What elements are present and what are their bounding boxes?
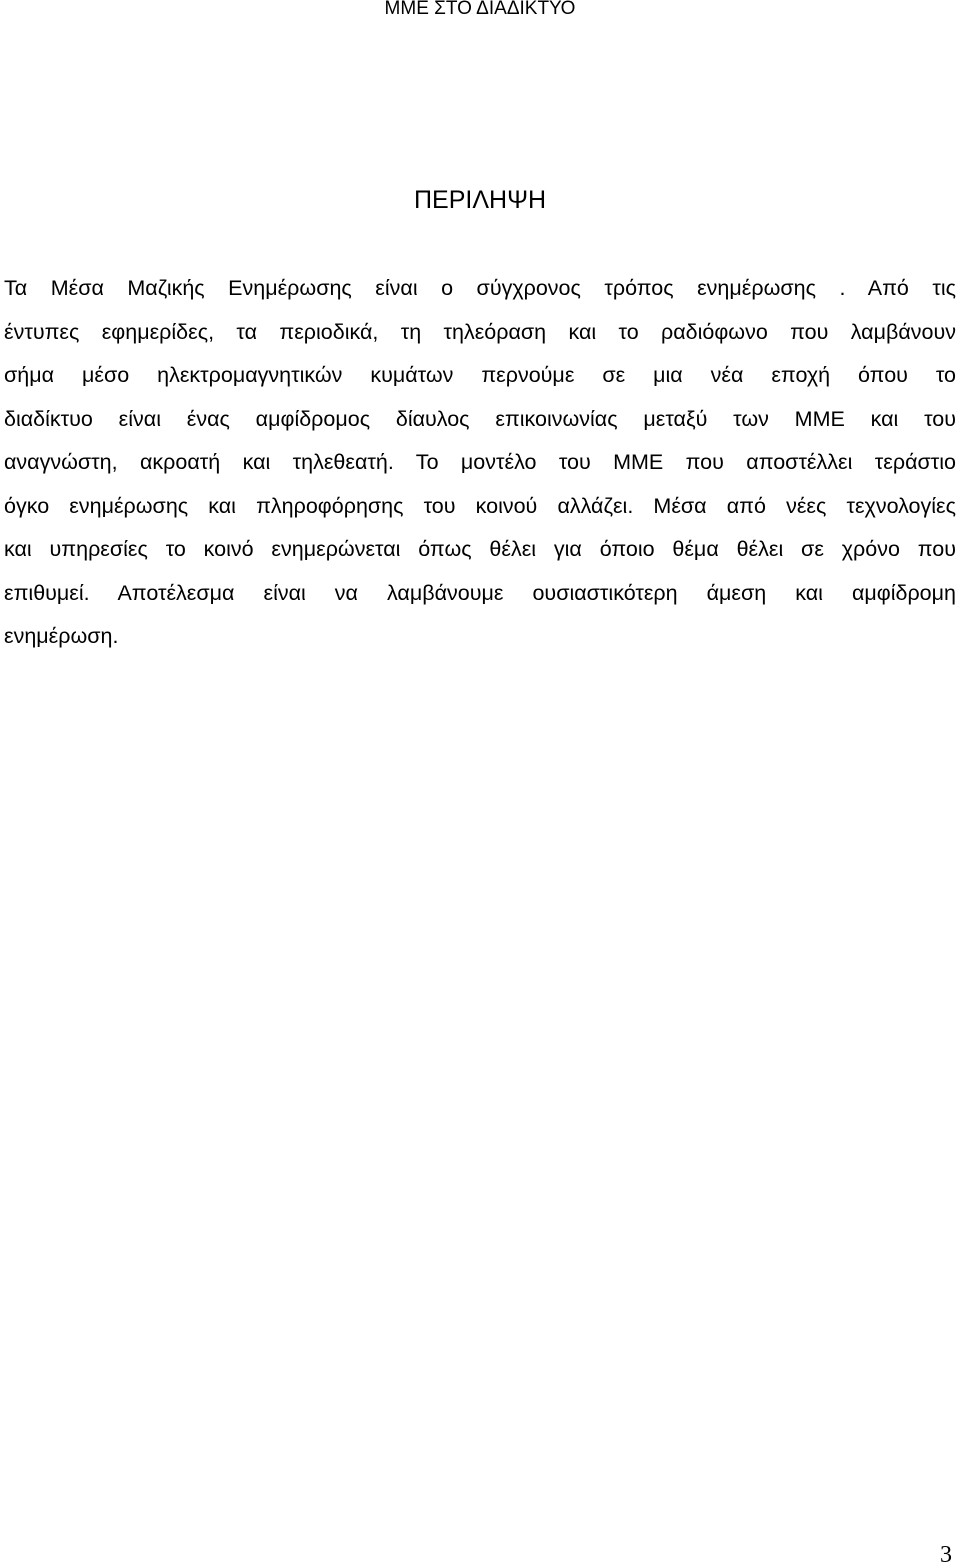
paragraph-line: διαδίκτυο είναι ένας αμφίδρομος δίαυλος επικοινωνίας μεταξύ των ΜΜΕ και του — [4, 406, 956, 431]
page-title: ΠΕΡΙΛΗΨΗ — [413, 186, 547, 214]
paragraph-line: επιθυμεί. Αποτέλεσμα είναι να λαμβάνουμε ουσιαστικότερη άμεση και αμφίδρομη — [4, 580, 956, 605]
page-number: 3 — [940, 1542, 952, 1568]
paragraph-line: και υπηρεσίες το κοινό ενημερώνεται όπως θέλει για όποιο θέμα θέλει σε χρόνο που — [4, 537, 956, 561]
paragraph-line: έντυπες εφημερίδες, τα περιοδικά, τη τηλεόραση και το ραδιόφωνο που λαμβάνουν — [4, 319, 956, 344]
paragraph-line: Τα Μέσα Μαζικής Ενημέρωσης είναι ο σύγχρονος τρόπος ενημέρωσης . Από τις — [4, 276, 956, 300]
abstract-paragraph — [4, 267, 956, 659]
paragraph-line: αναγνώστη, ακροατή και τηλεθεατή. Το μοντέλο του ΜΜΕ που αποστέλλει τεράστιο — [4, 450, 956, 474]
running-header: ΜΜΕ ΣΤΟ ΔΙΑΔΙΚΤΥΟ — [384, 0, 576, 19]
paragraph-line: ενημέρωση. — [4, 624, 119, 648]
paragraph-line: όγκο ενημέρωσης και πληροφόρησης του κοινού αλλάζει. Μέσα από νέες τεχνολογίες — [4, 493, 956, 518]
paragraph-line: σήμα μέσο ηλεκτρομαγνητικών κυμάτων περνούμε σε μια νέα εποχή όπου το — [4, 363, 956, 387]
